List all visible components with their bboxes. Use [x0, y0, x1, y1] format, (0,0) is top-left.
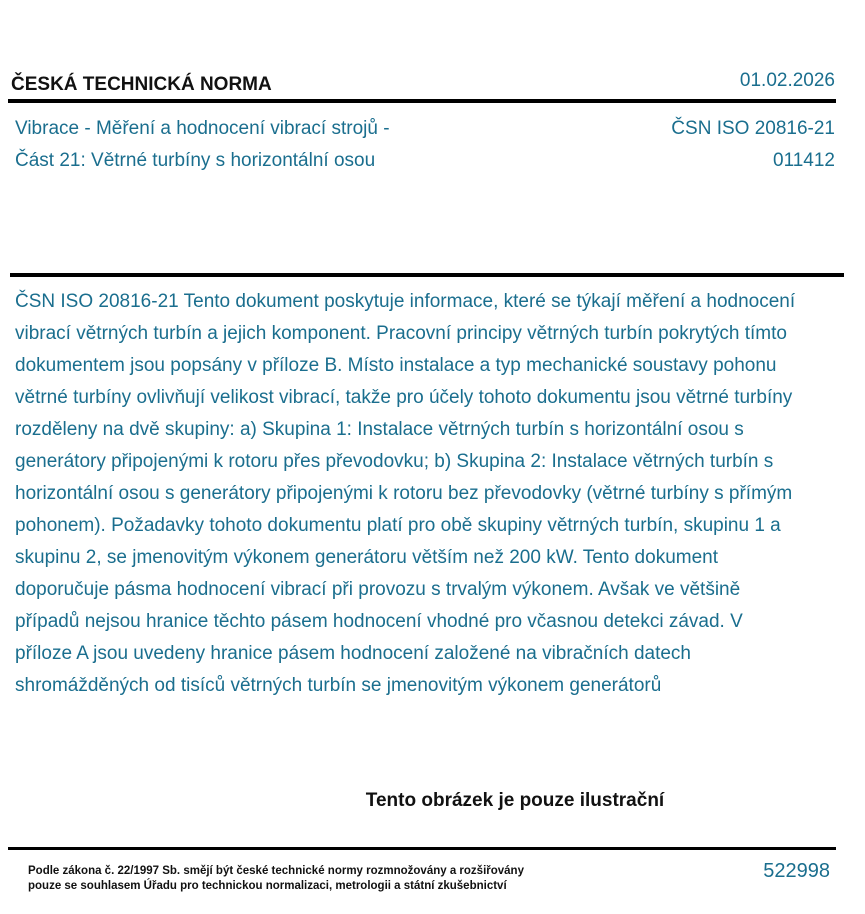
- document-title-line-2: Část 21: Větrné turbíny s horizontální osou: [15, 150, 376, 171]
- abstract-text: ČSN ISO 20816-21 Tento dokument poskytuje informace, které se týkají měření a hodnocení vibrací větrných turbín a jejich komponent. Pracovní principy větrných turbín pokrytých tímto dokumentem jsou popsány v příloze B. Místo instalace a typ mechanické soustavy pohonu větrné turbíny ovlivňují velikost vibrací, takže pro účely tohoto dokumentu jsou větrné turbíny rozděleny na dvě skupiny: a) Skupina 1: Instalace větrných turbín s horizontální osou s generátory připojenými k rotoru přes převodovku; b) Skupina 2: Instalace větrných turbín s horizontální osou s generátory připojenými k rotoru bez převodovky (větrné turbíny s přímým pohonem). Požadavky tohoto dokumentu platí pro obě skupiny větrných turbín, skupinu 1 a skupinu 2, se jmenovitým výkonem generátoru větším než 200 kW. Tento dokument doporučuje pásma hodnocení vibrací při provozu s trvalým výkonem. Avšak ve většině případů nejsou hranice těchto pásem hodnocení vhodné pro včasnou detekci závad. V příloze A jsou uvedeny hranice pásem hodnocení založené na vibračních datech shromážděných od tisíců větrných turbín se jmenovitým výkonem generátorů: [15, 291, 796, 696]
- standard-number: ČSN ISO 20816-21: [671, 118, 835, 139]
- classification-code: 011412: [773, 150, 835, 171]
- norm-title: ČESKÁ TECHNICKÁ NORMA: [11, 74, 272, 95]
- legal-notice-line-2: pouze se souhlasem Úřadu pro technickou normalizaci, metrologii a státní zkušebnictví: [28, 880, 507, 892]
- legal-notice: [28, 864, 524, 894]
- document-title-line-1: Vibrace - Měření a hodnocení vibrací strojů -: [15, 118, 390, 139]
- footer-code: 522998: [763, 860, 830, 882]
- publication-date: 01.02.2026: [739, 70, 835, 91]
- footer-divider: [8, 847, 836, 850]
- legal-notice-line-1: Podle zákona č. 22/1997 Sb. smějí být české technické normy rozmnožovány a rozšiřovány: [28, 865, 524, 877]
- abstract-divider: [10, 273, 844, 277]
- illustration-caption: Tento obrázek je pouze ilustrační: [365, 790, 665, 811]
- header-divider: [8, 99, 836, 103]
